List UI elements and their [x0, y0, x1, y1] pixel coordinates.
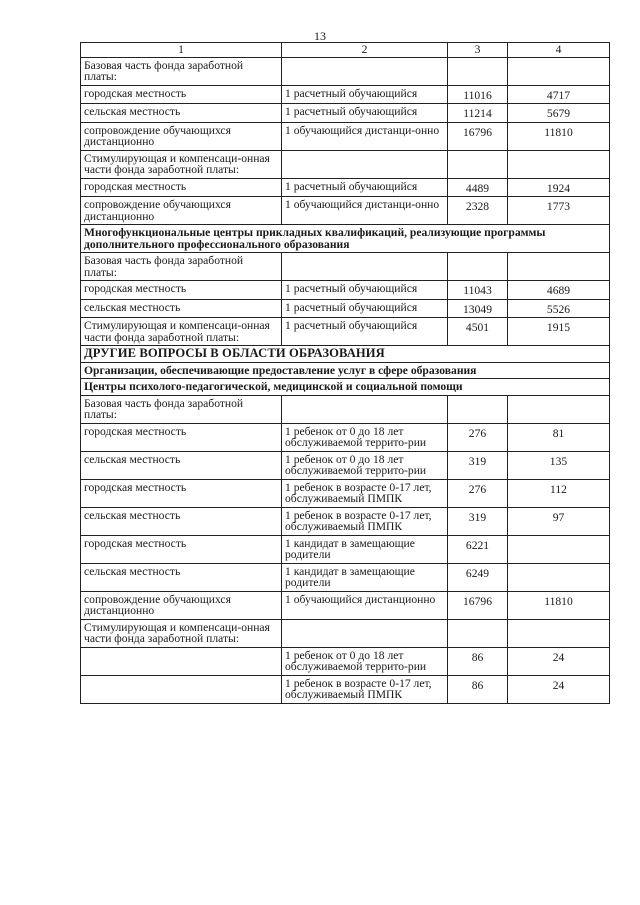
unit-cell: 1 ребенок в возрасте 0-17 лет, обслуживаемый ПМПК [282, 479, 448, 507]
unit-cell: 1 расчетный обучающийся [282, 178, 448, 197]
section-heading-row [81, 225, 610, 253]
value-col3-cell: 6249 [448, 563, 508, 591]
value-col3-cell: 276 [448, 423, 508, 451]
value-col4-cell: 1773 [508, 197, 610, 225]
value-col3-cell: 16796 [448, 122, 508, 150]
empty-cell [282, 57, 448, 85]
value-col4-cell: 97 [508, 507, 610, 535]
empty-cell [282, 395, 448, 423]
unit-cell: 1 расчетный обучающийся [282, 281, 448, 300]
section-heading: Центры психолого-педагогической, медицинской и социальной помощи [81, 379, 610, 396]
value-col4-cell: 5679 [508, 104, 610, 123]
empty-cell [508, 150, 610, 178]
territory-cell: сопровождение обучающихся дистанционно [81, 197, 282, 225]
unit-cell: 1 ребенок от 0 до 18 лет обслуживаемой террито-рии [282, 647, 448, 675]
table-row [81, 563, 610, 591]
unit-cell: 1 ребенок от 0 до 18 лет обслуживаемой террито-рии [282, 423, 448, 451]
subheading-row [81, 619, 610, 647]
empty-cell [448, 150, 508, 178]
table-row [81, 675, 610, 703]
unit-cell: 1 кандидат в замещающие родители [282, 563, 448, 591]
value-col4-cell: 5526 [508, 299, 610, 318]
unit-cell: 1 обучающийся дистанци-онно [282, 197, 448, 225]
table-row [81, 479, 610, 507]
section-heading: Организации, обеспечивающие предоставление услуг в сфере образования [81, 362, 610, 379]
empty-cell [282, 253, 448, 281]
unit-cell: 1 расчетный обучающийся [282, 299, 448, 318]
value-col3-cell: 6221 [448, 535, 508, 563]
territory-cell: городская местность [81, 535, 282, 563]
section-heading: Многофункциональные центры прикладных квалификаций, реализующие программы дополнительного профессионального образования [81, 225, 610, 253]
table-header-row [81, 43, 610, 58]
section-heading-row [81, 346, 610, 363]
territory-cell: городская местность [81, 85, 282, 104]
value-col3-cell: 319 [448, 507, 508, 535]
empty-cell [448, 395, 508, 423]
section-heading-row [81, 379, 610, 396]
value-col3-cell: 2328 [448, 197, 508, 225]
unit-cell: 1 ребенок от 0 до 18 лет обслуживаемой террито-рии [282, 451, 448, 479]
territory-cell: городская местность [81, 281, 282, 300]
territory-cell [81, 675, 282, 703]
subheading-label: Базовая часть фонда заработной платы: [81, 253, 282, 281]
subheading-row [81, 253, 610, 281]
territory-cell: сельская местность [81, 451, 282, 479]
header-cell: 3 [448, 43, 508, 58]
value-col4-cell: 1924 [508, 178, 610, 197]
table-row [81, 197, 610, 225]
value-col3-cell: 13049 [448, 299, 508, 318]
territory-cell: сопровождение обучающихся дистанционно [81, 591, 282, 619]
subheading-row [81, 395, 610, 423]
unit-cell: 1 обучающийся дистанци-онно [282, 122, 448, 150]
unit-cell: 1 расчетный обучающийся [282, 104, 448, 123]
value-col4-cell: 11810 [508, 122, 610, 150]
subheading-label: Стимулирующая и компенсаци-онная части фонда заработной платы: [81, 150, 282, 178]
value-col4-cell: 4717 [508, 85, 610, 104]
value-col4-cell: 81 [508, 423, 610, 451]
empty-cell [508, 253, 610, 281]
empty-cell [448, 253, 508, 281]
value-col3-cell: 4501 [448, 318, 508, 346]
value-col4-cell: 1915 [508, 318, 610, 346]
value-col3-cell: 16796 [448, 591, 508, 619]
empty-cell [508, 395, 610, 423]
territory-cell: сельская местность [81, 507, 282, 535]
value-col3-cell: 319 [448, 451, 508, 479]
value-col4-cell: 24 [508, 675, 610, 703]
value-col4-cell: 24 [508, 647, 610, 675]
table-row [81, 647, 610, 675]
table-row [81, 299, 610, 318]
table-row [81, 178, 610, 197]
table-row [81, 451, 610, 479]
unit-cell: 1 расчетный обучающийся [282, 85, 448, 104]
unit-cell: 1 ребенок в возрасте 0-17 лет, обслуживаемый ПМПК [282, 675, 448, 703]
value-col3-cell: 4489 [448, 178, 508, 197]
empty-cell [448, 57, 508, 85]
subheading-label: Базовая часть фонда заработной платы: [81, 57, 282, 85]
value-col3-cell: 86 [448, 647, 508, 675]
value-col3-cell: 11043 [448, 281, 508, 300]
table-row [81, 318, 610, 346]
value-col4-cell: 112 [508, 479, 610, 507]
empty-cell [508, 57, 610, 85]
value-col4-cell: 135 [508, 451, 610, 479]
territory-cell [81, 647, 282, 675]
subheading-row [81, 150, 610, 178]
empty-cell [282, 619, 448, 647]
section-heading-row [81, 362, 610, 379]
value-col3-cell: 86 [448, 675, 508, 703]
section-heading: ДРУГИЕ ВОПРОСЫ В ОБЛАСТИ ОБРАЗОВАНИЯ [81, 346, 610, 363]
territory-cell: городская местность [81, 423, 282, 451]
funding-table [80, 42, 610, 704]
subheading-label: Базовая часть фонда заработной платы: [81, 395, 282, 423]
subheading-row [81, 57, 610, 85]
table-row [81, 104, 610, 123]
table-row [81, 122, 610, 150]
page-number: 13 [314, 29, 326, 43]
table-row [81, 281, 610, 300]
unit-cell: 1 кандидат в замещающие родители [282, 535, 448, 563]
value-col4-cell: 11810 [508, 591, 610, 619]
territory-cell: городская местность [81, 178, 282, 197]
empty-cell [282, 150, 448, 178]
territory-cell: Стимулирующая и компенсаци-онная части фонда заработной платы: [81, 318, 282, 346]
territory-cell: сельская местность [81, 104, 282, 123]
territory-cell: сопровождение обучающихся дистанционно [81, 122, 282, 150]
value-col4-cell: 4689 [508, 281, 610, 300]
header-cell: 2 [282, 43, 448, 58]
unit-cell: 1 ребенок в возрасте 0-17 лет, обслуживаемый ПМПК [282, 507, 448, 535]
table-row [81, 507, 610, 535]
value-col4-cell [508, 535, 610, 563]
value-col3-cell: 276 [448, 479, 508, 507]
table-row [81, 423, 610, 451]
territory-cell: сельская местность [81, 299, 282, 318]
empty-cell [448, 619, 508, 647]
header-cell: 4 [508, 43, 610, 58]
empty-cell [508, 619, 610, 647]
subheading-label: Стимулирующая и компенсаци-онная части фонда заработной платы: [81, 619, 282, 647]
value-col3-cell: 11016 [448, 85, 508, 104]
territory-cell: городская местность [81, 479, 282, 507]
unit-cell: 1 обучающийся дистанционно [282, 591, 448, 619]
value-col4-cell [508, 563, 610, 591]
territory-cell: сельская местность [81, 563, 282, 591]
unit-cell: 1 расчетный обучающийся [282, 318, 448, 346]
table-row [81, 535, 610, 563]
table-row [81, 591, 610, 619]
table-row [81, 85, 610, 104]
value-col3-cell: 11214 [448, 104, 508, 123]
header-cell: 1 [81, 43, 282, 58]
